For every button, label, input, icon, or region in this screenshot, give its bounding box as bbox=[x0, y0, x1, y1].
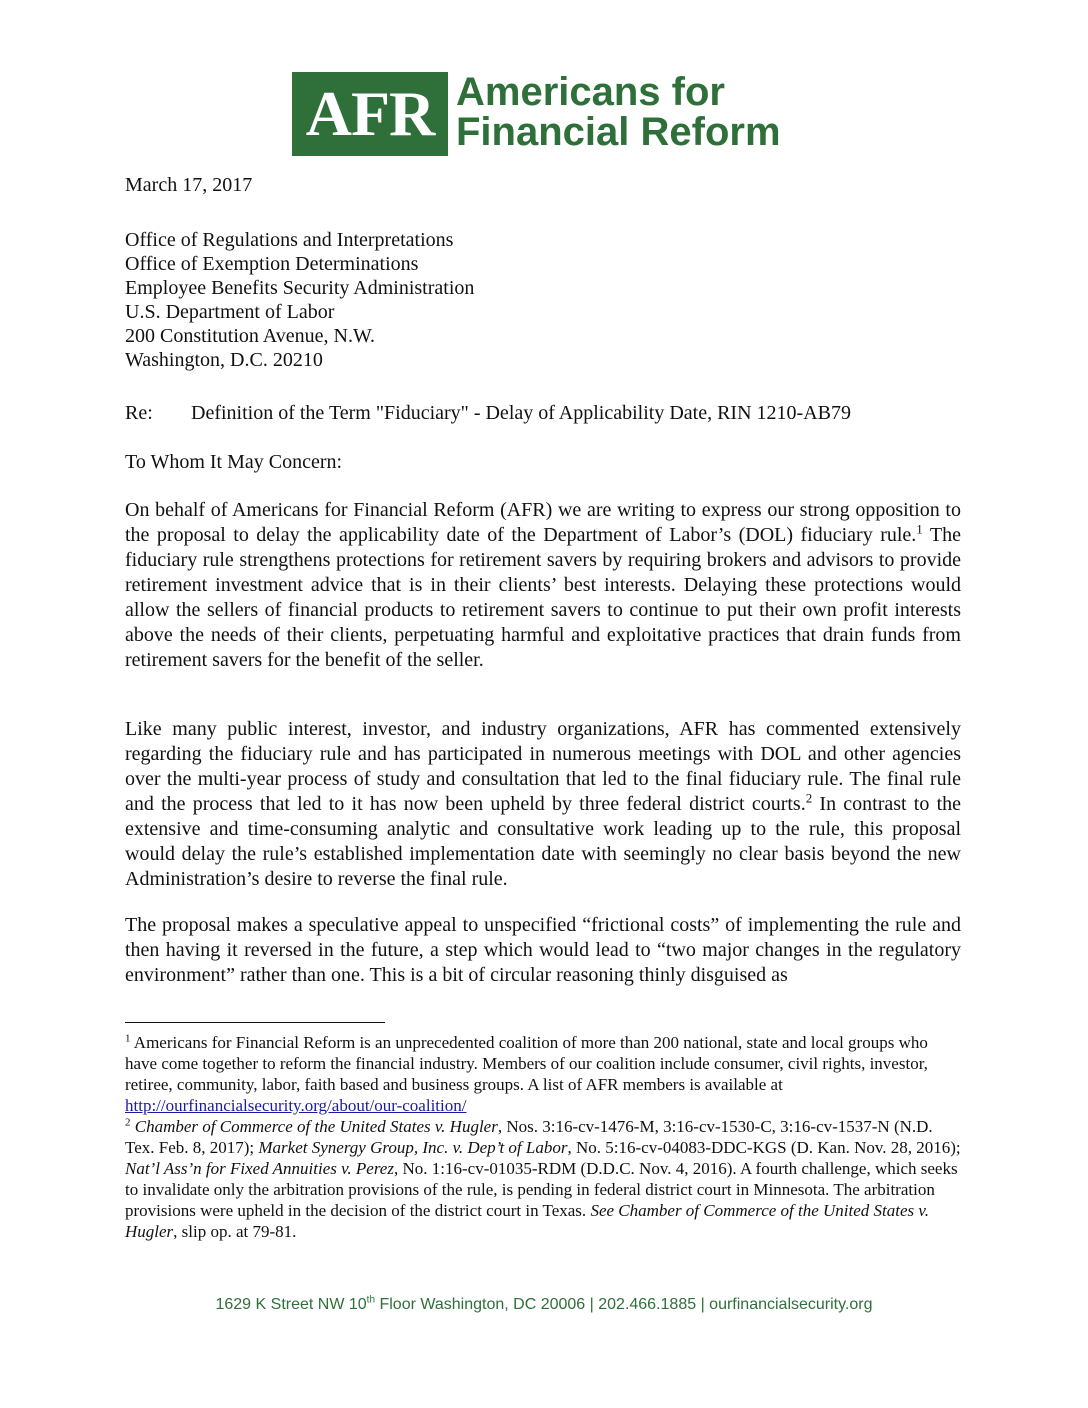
paragraph-text: In contrast to the extensive and time-consuming analytic and consultative work leading up to the rule, this proposal would delay the rule’s established implementation date with seemingly no clear basis beyond the new Administration’s desire to reverse the final rule. bbox=[125, 793, 961, 890]
body-paragraph-3: The proposal makes a speculative appeal to unspecified “frictional costs” of implementing the rule and then having it reversed in the future, a step which would lead to “two major changes in the regulatory environment” rather than one. This is a bit of circular reasoning thinly disguised as bbox=[125, 914, 961, 986]
case-citation: Market Synergy Group, Inc. v. Dep’t of Labor bbox=[258, 1138, 568, 1157]
letter-date: March 17, 2017 bbox=[125, 174, 253, 196]
address-line: Office of Exemption Determinations bbox=[125, 253, 419, 275]
coalition-link[interactable]: http://ourfinancialsecurity.org/about/our-coalition/ bbox=[125, 1096, 467, 1115]
subject-text: Definition of the Term "Fiduciary" - Delay of Applicability Date, RIN 1210-AB79 bbox=[191, 402, 851, 424]
footnote-ref-1: 1 bbox=[916, 521, 923, 537]
footer-address: 1629 K Street NW 10 bbox=[215, 1296, 367, 1313]
footnote-1 bbox=[125, 1032, 961, 1116]
page-footer bbox=[0, 1296, 1088, 1314]
body-paragraph-2 bbox=[125, 717, 961, 892]
footnote-ref-2: 2 bbox=[805, 790, 813, 806]
footnote-number: 1 bbox=[125, 1032, 131, 1045]
address-line: Employee Benefits Security Administration bbox=[125, 277, 475, 299]
recipient-address bbox=[125, 228, 474, 372]
footnote-text: , No. 1:16-cv-01035-RDM (D.D.C. Nov. 4, 2016). A fourth challenge, which seeks to invalidate only the arbitration provisions of the rule, is pending in federal district court in Minnesota. The arbitration provisions were upheld in the decision of the district court in Texas. bbox=[125, 1159, 958, 1220]
footnote-text: , slip op. at 79-81. bbox=[173, 1222, 297, 1241]
address-line: Office of Regulations and Interpretations bbox=[125, 229, 454, 251]
paragraph-text: Like many public interest, investor, and industry organizations, AFR has commented extensively regarding the fiduciary rule and has participated in numerous meetings with DOL and other agencies over the multi-year process of study and consultation that led to the final fiduciary rule. The final rule and the process that led to it has now been upheld by three federal district courts. bbox=[125, 718, 961, 815]
footnote-text: , No. 5:16-cv-04083-DDC-KGS (D. Kan. Nov. 28, 2016); bbox=[567, 1138, 961, 1157]
body-paragraph-1 bbox=[125, 498, 961, 673]
afr-logo bbox=[292, 72, 781, 156]
address-line: U.S. Department of Labor bbox=[125, 301, 335, 323]
footnote-divider bbox=[125, 1022, 385, 1023]
footnote-text: Americans for Financial Reform is an unprecedented coalition of more than 200 national, state and local groups who have come together to reform the financial industry. Members of our coalition include consumer, civil rights, investor, retiree, community, labor, faith based and business groups. A list of AFR members is available at bbox=[125, 1033, 928, 1094]
address-line: 200 Constitution Avenue, N.W. bbox=[125, 325, 375, 347]
footnote-number: 2 bbox=[125, 1116, 131, 1129]
logo-line-2: Financial Reform bbox=[456, 110, 781, 154]
logo-line-1: Americans for bbox=[456, 70, 725, 114]
footer-contact: Floor Washington, DC 20006 | 202.466.1885 | ourfinancialsecurity.org bbox=[375, 1296, 873, 1313]
salutation: To Whom It May Concern: bbox=[125, 451, 343, 473]
footnote-text: , Nos. 3:16-cv-1476-M, 3:16-cv-1530-C, 3:16-cv-1537-N (N.D. Tex. Feb. 8, 2017); bbox=[125, 1117, 933, 1157]
subject-line bbox=[125, 402, 851, 425]
footer-ordinal: th bbox=[366, 1294, 376, 1306]
logo-wordmark bbox=[456, 72, 781, 152]
case-citation: See Chamber of Commerce of the United States v. Hugler bbox=[125, 1201, 929, 1241]
footnotes bbox=[125, 1032, 961, 1242]
footnote-2 bbox=[125, 1116, 961, 1242]
subject-label: Re: bbox=[125, 402, 153, 424]
paragraph-text: On behalf of Americans for Financial Reform (AFR) we are writing to express our strong opposition to the proposal to delay the applicability date of the Department of Labor’s (DOL) fiduciary rule. bbox=[125, 499, 961, 546]
case-citation: Chamber of Commerce of the United States v. Hugler bbox=[134, 1117, 498, 1136]
case-citation: Nat’l Ass’n for Fixed Annuities v. Perez bbox=[125, 1159, 394, 1178]
paragraph-text: The fiduciary rule strengthens protections for retirement savers by requiring brokers and advisors to provide retirement investment advice that is in their clients’ best interests. Delaying these protections would allow the sellers of financial products to retirement savers to continue to put their own profit interests above the needs of their clients, perpetuating harmful and exploitative practices that drain funds from retirement savers for the benefit of the seller. bbox=[125, 524, 962, 671]
logo-abbr: AFR bbox=[292, 72, 448, 156]
address-line: Washington, D.C. 20210 bbox=[125, 349, 323, 371]
